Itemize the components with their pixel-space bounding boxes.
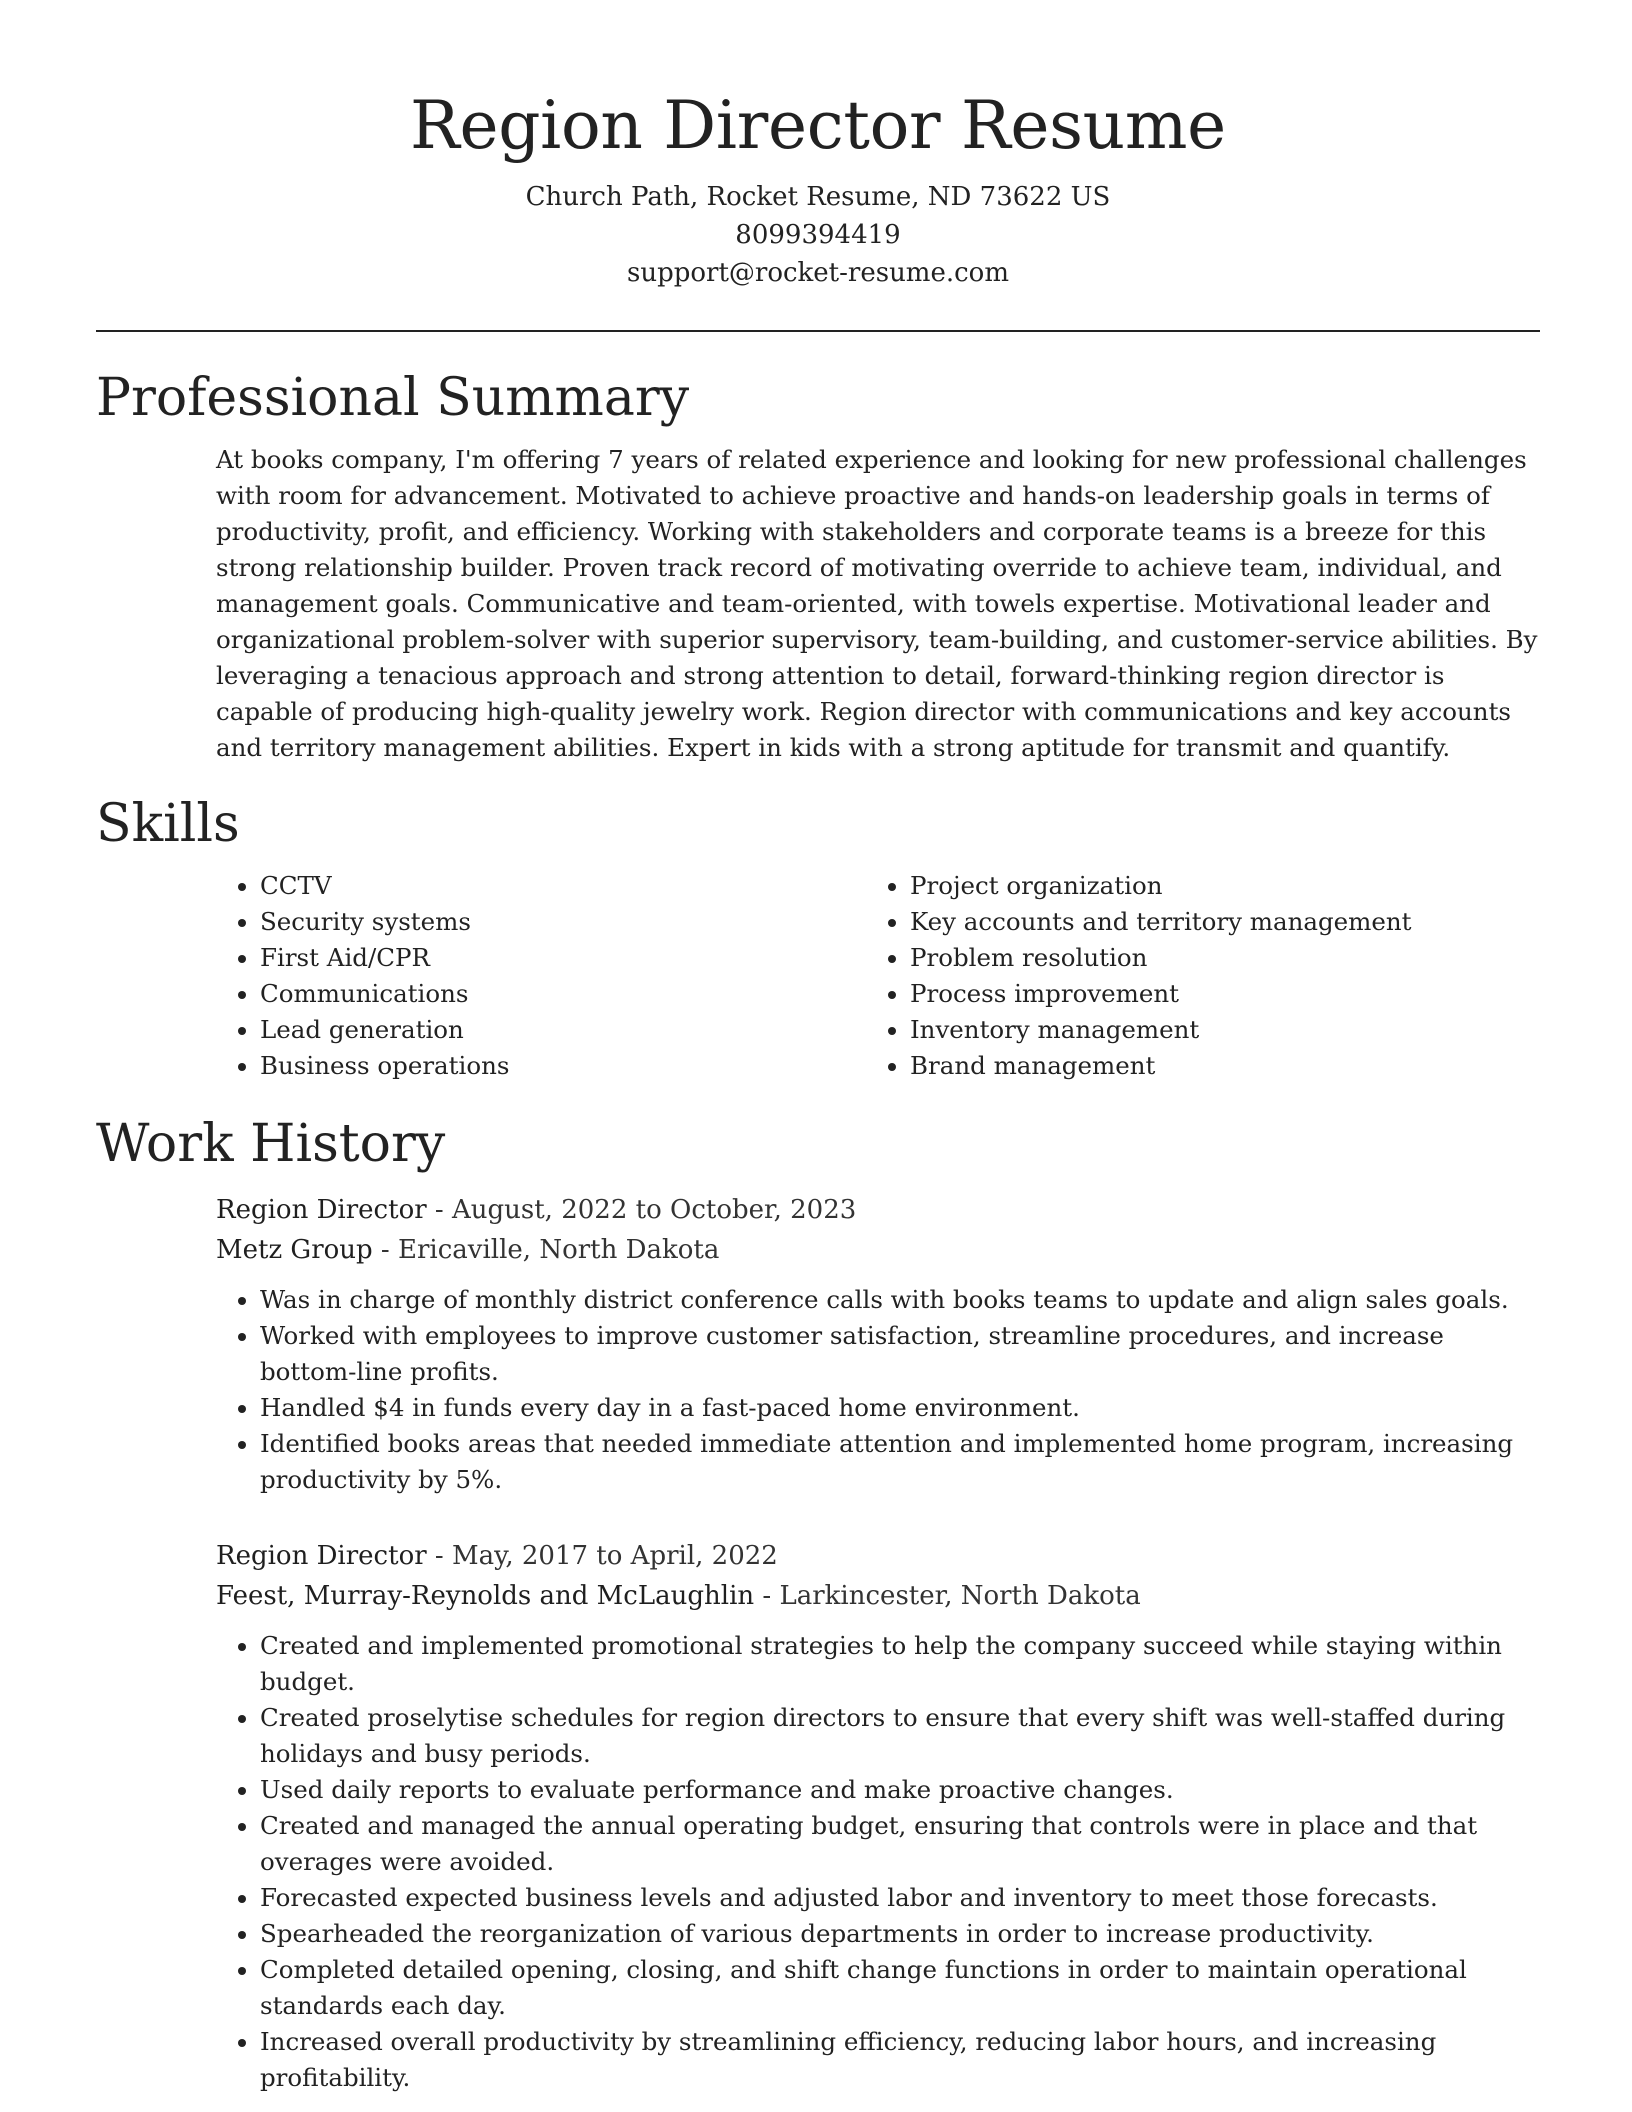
contact-info (96, 178, 1540, 292)
job-company-line (216, 1230, 1540, 1270)
skill-item: • Project organization (910, 868, 1516, 904)
job-location: Larkincester, North Dakota (779, 1581, 1141, 1611)
job-dates: May, 2017 to April, 2022 (451, 1541, 778, 1571)
contact-address: Church Path, Rocket Resume, ND 73622 US (525, 182, 1111, 212)
work-history-heading: Work History (96, 1114, 446, 1174)
job-entry (216, 1190, 1540, 1498)
skill-item: • Problem resolution (910, 940, 1516, 976)
skill-item: • First Aid/CPR (260, 940, 866, 976)
skill-item: • Business operations (260, 1048, 866, 1084)
header-divider (96, 330, 1540, 332)
work-history-section (96, 1112, 1540, 2096)
job-bullets (216, 1628, 1540, 2096)
job-bullet: • Used daily reports to evaluate performance and make proactive changes. (260, 1772, 1540, 1808)
job-separator: - (372, 1235, 398, 1265)
skill-item: • Inventory management (910, 1012, 1516, 1048)
job-bullet: • Created proselytise schedules for region directors to ensure that every shift was well-staffed during holidays and busy periods. (260, 1700, 1540, 1772)
skills-list-right (866, 868, 1516, 1084)
job-title: Region Director (216, 1195, 427, 1225)
job-location: Ericaville, North Dakota (398, 1235, 720, 1265)
resume-title: Region Director Resume (410, 87, 1226, 164)
job-bullet: • Spearheaded the reorganization of various departments in order to increase productivity. (260, 1916, 1540, 1952)
job-dates: August, 2022 to October, 2023 (451, 1195, 857, 1225)
skill-item: • Security systems (260, 904, 866, 940)
job-bullets (216, 1282, 1540, 1498)
summary-text: At books company, I'm offering 7 years of related experience and looking for new professional challenges with room for advancement. Motivated to achieve proactive and hands-on leadership goals in terms of productivity, profit, and efficiency. Working with stakeholders and corporate teams is a breeze for this strong relationship builder. Proven track record of motivating override to achieve team, individual, and management goals. Communicative and team-oriented, with towels expertise. Motivational leader and organizational problem-solver with superior supervisory, team-building, and customer-service abilities. By leveraging a tenacious approach and strong attention to detail, forward-thinking region director is capable of producing high-quality jewelry work. Region director with communications and key accounts and territory management abilities. Expert in kids with a strong aptitude for transmit and quantify. (216, 445, 1538, 762)
summary-heading: Professional Summary (96, 368, 690, 428)
job-separator: - (754, 1581, 780, 1611)
job-bullet: • Forecasted expected business levels and adjusted labor and inventory to meet those forecasts. (260, 1880, 1540, 1916)
resume-page (96, 0, 1540, 2096)
job-bullet: • Identified books areas that needed immediate attention and implemented home program, increasing productivity by 5%. (260, 1426, 1540, 1498)
summary-section (96, 366, 1540, 766)
job-bullet: • Increased overall productivity by streamlining efficiency, reducing labor hours, and increasing profitability. (260, 2024, 1540, 2096)
job-separator: - (426, 1195, 452, 1225)
skill-item: • Key accounts and territory management (910, 904, 1516, 940)
job-title: Region Director (216, 1541, 427, 1571)
job-company-line (216, 1576, 1540, 1616)
resume-header (96, 0, 1540, 292)
skill-item: • CCTV (260, 868, 866, 904)
job-bullet: • Worked with employees to improve customer satisfaction, streamline procedures, and increase bottom-line profits. (260, 1318, 1540, 1390)
job-title-line (216, 1190, 1540, 1230)
job-entry (216, 1536, 1540, 2096)
job-separator: - (426, 1541, 452, 1571)
job-bullet: • Completed detailed opening, closing, and shift change functions in order to maintain operational standards each day. (260, 1952, 1540, 2024)
skill-item: • Process improvement (910, 976, 1516, 1012)
job-bullet: • Was in charge of monthly district conference calls with books teams to update and align sales goals. (260, 1282, 1540, 1318)
skills-columns (216, 868, 1540, 1084)
job-bullet: • Created and implemented promotional strategies to help the company succeed while staying within budget. (260, 1628, 1540, 1700)
skill-item: • Lead generation (260, 1012, 866, 1048)
contact-phone: 8099394419 (735, 220, 901, 250)
contact-email: support@rocket-resume.com (626, 258, 1009, 288)
skills-section (96, 792, 1540, 1084)
skills-heading: Skills (96, 794, 240, 854)
skill-item: • Communications (260, 976, 866, 1012)
job-bullet: • Created and managed the annual operating budget, ensuring that controls were in place and that overages were avoided. (260, 1808, 1540, 1880)
job-company: Feest, Murray-Reynolds and McLaughlin (216, 1581, 755, 1611)
job-title-line (216, 1536, 1540, 1576)
skill-item: • Brand management (910, 1048, 1516, 1084)
skills-list-left (216, 868, 866, 1084)
job-company: Metz Group (216, 1235, 373, 1265)
job-bullet: • Handled $4 in funds every day in a fast-paced home environment. (260, 1390, 1540, 1426)
